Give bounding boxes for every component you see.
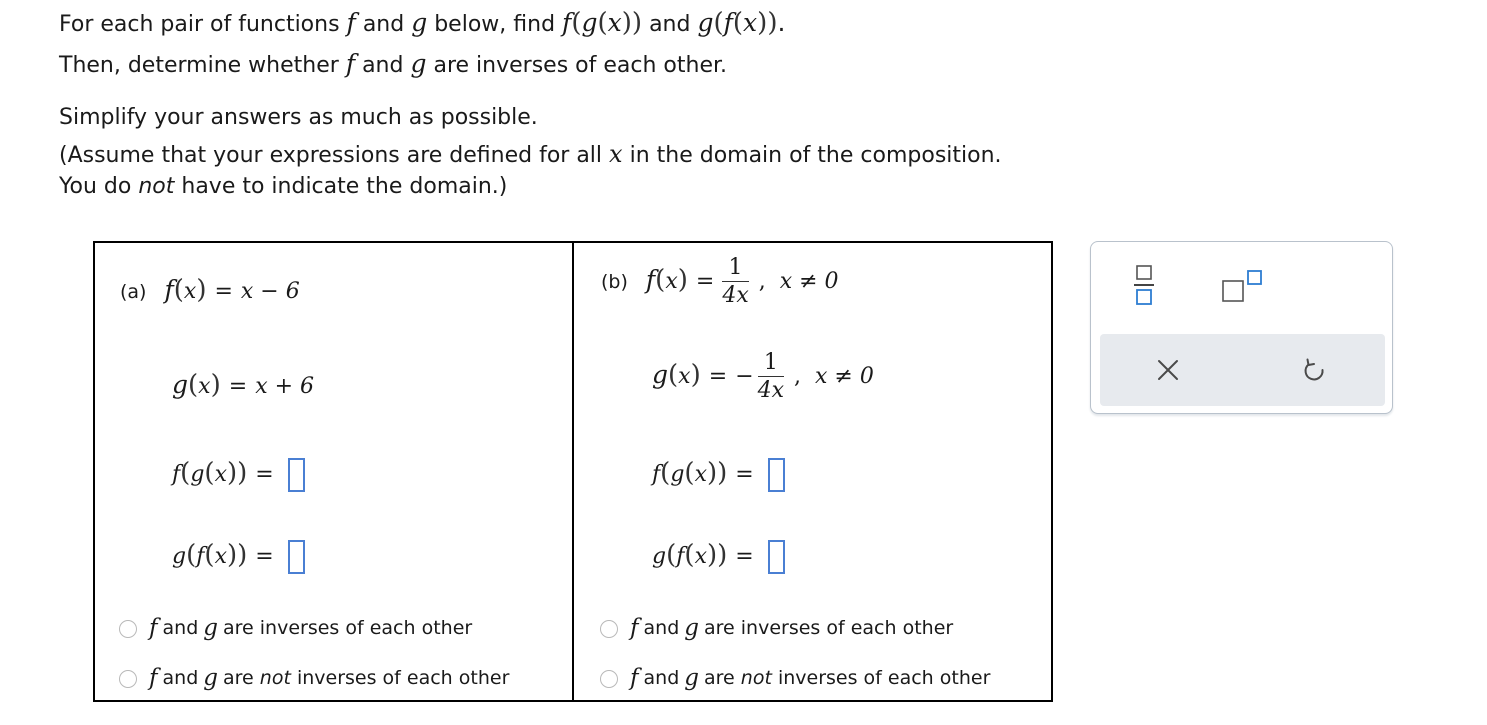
- undo-icon: [1301, 357, 1327, 383]
- clear-icon: [1156, 358, 1180, 382]
- instruction-line-5: You do not have to indicate the domain.): [59, 174, 508, 199]
- part-a-gf-answer-box[interactable]: [288, 540, 305, 574]
- part-a-fg-row: f(g(x)) =: [172, 458, 305, 492]
- undo-button[interactable]: [1294, 350, 1334, 390]
- superscript-button[interactable]: [1219, 264, 1267, 308]
- instruction-line-3: Simplify your answers as much as possible.: [59, 105, 538, 130]
- part-b-g-definition: g(x) = − $\frac{1}{4x}$ , x ≠ 0: [652, 350, 874, 403]
- instruction-line-1: For each pair of functions f and g below, find f(g(x)) and g(f(x)).: [59, 8, 786, 38]
- part-b-fg-answer-box[interactable]: [768, 458, 785, 492]
- part-b-option-not-inverses[interactable]: f and g are not inverses of each other: [600, 667, 990, 690]
- part-b-option-inverses[interactable]: f and g are inverses of each other: [600, 617, 953, 640]
- superscript-icon: [1220, 266, 1266, 306]
- math-toolbox: [1090, 241, 1393, 414]
- part-a-option-inverses[interactable]: f and g are inverses of each other: [119, 617, 472, 640]
- composition-fg: f(g(x)): [562, 8, 643, 38]
- instruction-line-2: Then, determine whether f and g are inverses of each other.: [59, 49, 727, 78]
- part-a-f-definition: (a) f(x) = x − 6: [120, 275, 300, 305]
- clear-button[interactable]: [1148, 350, 1188, 390]
- part-b-g-fraction: $\frac{1}{4x}$: [757, 350, 785, 403]
- radio-button[interactable]: [119, 620, 137, 638]
- radio-button[interactable]: [600, 670, 618, 688]
- part-b-fg-row: f(g(x)) =: [652, 458, 785, 492]
- fraction-button[interactable]: [1127, 262, 1161, 308]
- radio-button[interactable]: [600, 620, 618, 638]
- part-b-f-definition: (b) f(x) = $\frac{1}{4x}$ , x ≠ 0: [601, 255, 839, 308]
- table-divider: [572, 241, 574, 702]
- part-b-gf-row: g(f(x)) =: [652, 540, 785, 574]
- part-b-gf-answer-box[interactable]: [768, 540, 785, 574]
- composition-gf: g(f(x)).: [697, 8, 786, 38]
- radio-button[interactable]: [119, 670, 137, 688]
- part-a-fg-answer-box[interactable]: [288, 458, 305, 492]
- tool-action-row: [1100, 334, 1385, 406]
- fraction-icon: [1133, 263, 1155, 307]
- part-a-g-definition: g(x) = x + 6: [172, 370, 315, 400]
- part-b-f-fraction: $\frac{1}{4x}$: [722, 255, 749, 308]
- instruction-line-4: (Assume that your expressions are defined for all x in the domain of the composition.: [59, 140, 1002, 168]
- part-a-option-not-inverses[interactable]: f and g are not inverses of each other: [119, 667, 509, 690]
- part-a-gf-row: g(f(x)) =: [172, 540, 305, 574]
